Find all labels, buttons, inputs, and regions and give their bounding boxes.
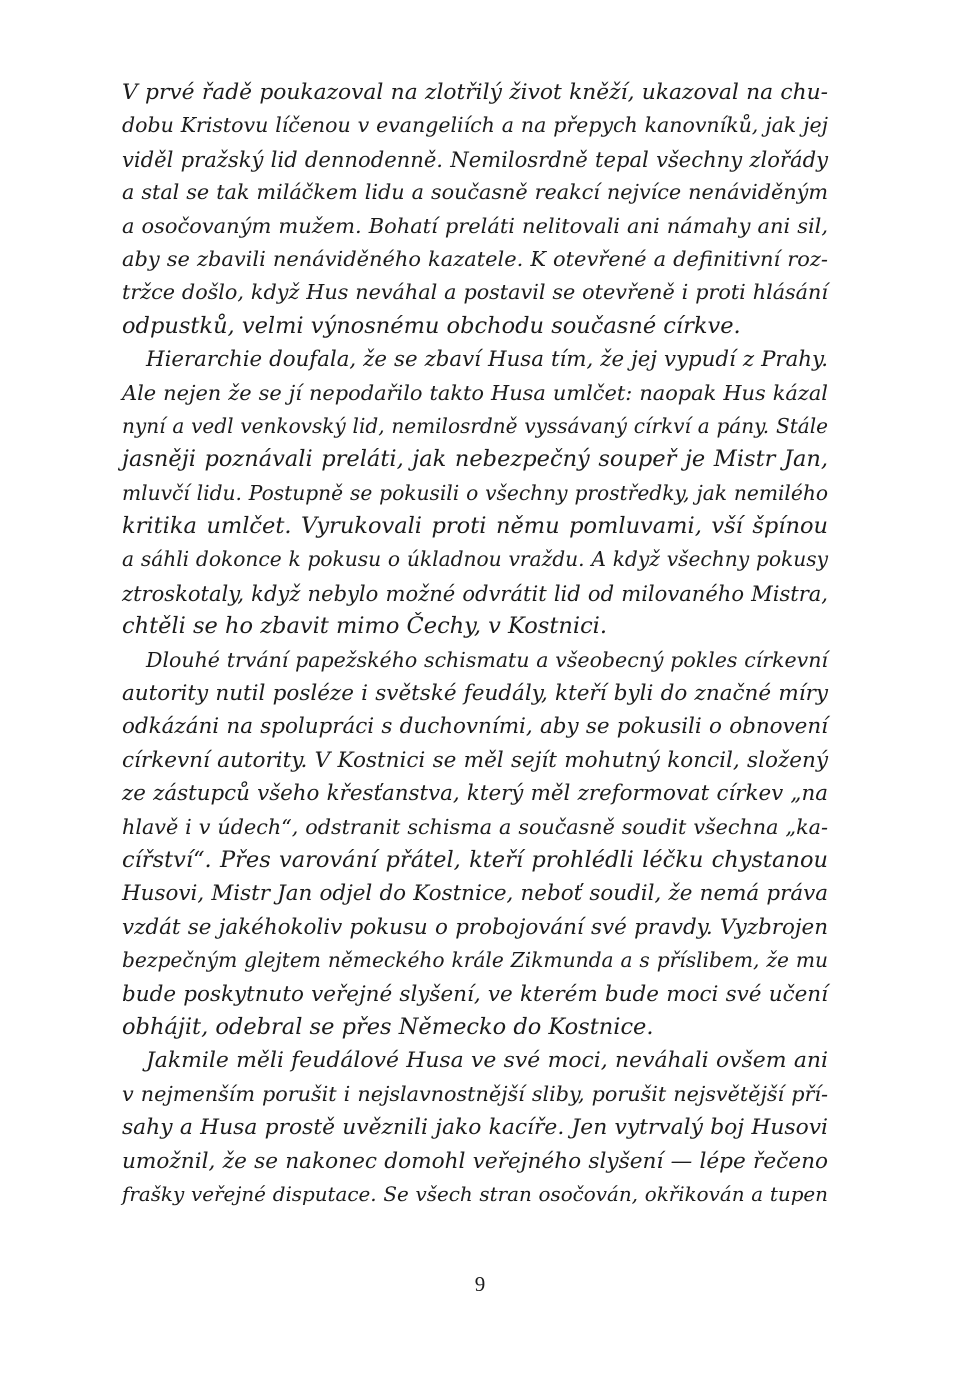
text-line: umožnil, že se nakonec domohl veřejného slyšení — lépe řečeno	[122, 1148, 828, 1174]
paragraph-2	[122, 343, 828, 644]
text-line: tržce došlo, když Hus neváhal a postavil se otevřeně i proti hlásání	[122, 280, 828, 305]
text-line: jasněji poznávali preláti, jak nebezpečný soupeř je Mistr Jan,	[122, 446, 828, 473]
text-line: obhájit, odebral se přes Německo do Kostnice.	[122, 1013, 654, 1040]
paragraph-4	[122, 1044, 828, 1211]
text-line: cířství“. Přes varování přátel, kteří prohlédli léčku chystanou	[122, 846, 828, 873]
text-line: odkázáni na spolupráci s duchovními, aby se pokusili o obnovení	[122, 714, 828, 740]
text-line: nyní a vedl venkovský lid, nemilosrdně vyssávaný církví a pány. Stále	[122, 413, 828, 438]
text-line: hlavě i v údech“, odstranit schisma a současně soudit všechna „ka-	[122, 814, 828, 839]
paragraph-3	[122, 644, 828, 1045]
text-line: mluvčí lidu. Postupně se pokusili o všechny prostředky, jak nemilého	[122, 480, 828, 505]
text-line: Dlouhé trvání papežského schismatu a všeobecný pokles církevní	[146, 647, 828, 672]
text-line: ze zástupců všeho křesťanstva, který měl zreformovat církev „nа	[122, 781, 828, 807]
text-line: V prvé řadě poukazoval na zlotřilý život kněží, ukazoval na chu-	[122, 80, 828, 105]
text-line: Hierarchie doufala, že se zbaví Husa tím, že jej vypudí z Prahy.	[146, 347, 828, 373]
body-text	[122, 76, 828, 1211]
text-line: církevní autority. V Kostnici se měl sejít mohutný koncil, složený	[122, 747, 828, 773]
text-line: aby se zbavili nenáviděného kazatele. K otevřené a definitivní roz-	[122, 246, 828, 271]
text-line: autority nutil posléze i světské feudály, kteří byli do značné míry	[122, 681, 828, 707]
text-line: a sáhli dokonce k pokusu o úkladnou vraždu. A když všechny pokusy	[122, 547, 828, 572]
text-line: a stal se tak miláčkem lidu a současně reakcí nejvíce nenáviděným	[122, 180, 828, 205]
text-line: ztroskotaly, když nebylo možné odvrátit lid od milovaného Mistra,	[122, 580, 828, 606]
text-line: dobu Kristovu líčenou v evangeliích a na přepych kanovníků, jak jej	[122, 113, 828, 138]
text-line: bezpečným glejtem německého krále Zikmunda a s příslibem, že mu	[122, 948, 828, 973]
text-line: bude poskytnuto veřejné slyšení, ve kterém bude moci své učení	[122, 981, 828, 1007]
text-line: viděl pražský lid dennodenně. Nemilosrdně tepal všechny zlořády	[122, 146, 828, 172]
text-line: v nejmenším porušit i nejslavnostnější sliby, porušit nejsvětější pří-	[122, 1081, 828, 1106]
text-line: kritika umlčet. Vyrukovali proti němu pomluvami, vší špínou	[122, 513, 828, 540]
text-line: a osočovaným mužem. Bohatí preláti nelitovali ani námahy ani sil,	[122, 213, 828, 238]
page-number: 9	[474, 1272, 486, 1296]
text-line: frašky veřejné disputace. Se všech stran osočován, okřikován a tupen	[122, 1182, 828, 1206]
text-line: Jakmile měli feudálové Husa ve své moci, neváhali ovšem ani	[146, 1048, 828, 1074]
text-line: Husovi, Mistr Jan odjel do Kostnice, neboť soudil, že nemá práva	[122, 881, 828, 907]
text-line: vzdát se jakéhokoliv pokusu o probojování své pravdy. Vyzbrojen	[122, 914, 828, 940]
text-line: chtěli se ho zbavit mimo Čechy, v Kostnici.	[122, 613, 608, 640]
text-line: sahy a Husa prostě uvěznili jako kacíře. Jen vytrvalý boj Husovi	[122, 1115, 828, 1141]
text-line: odpustků, velmi výnosnému obchodu současné církve.	[122, 312, 741, 339]
paragraph-1	[122, 76, 828, 343]
text-line: Ale nejen že se jí nepodařilo takto Husa umlčet: naopak Hus kázal	[122, 380, 828, 405]
